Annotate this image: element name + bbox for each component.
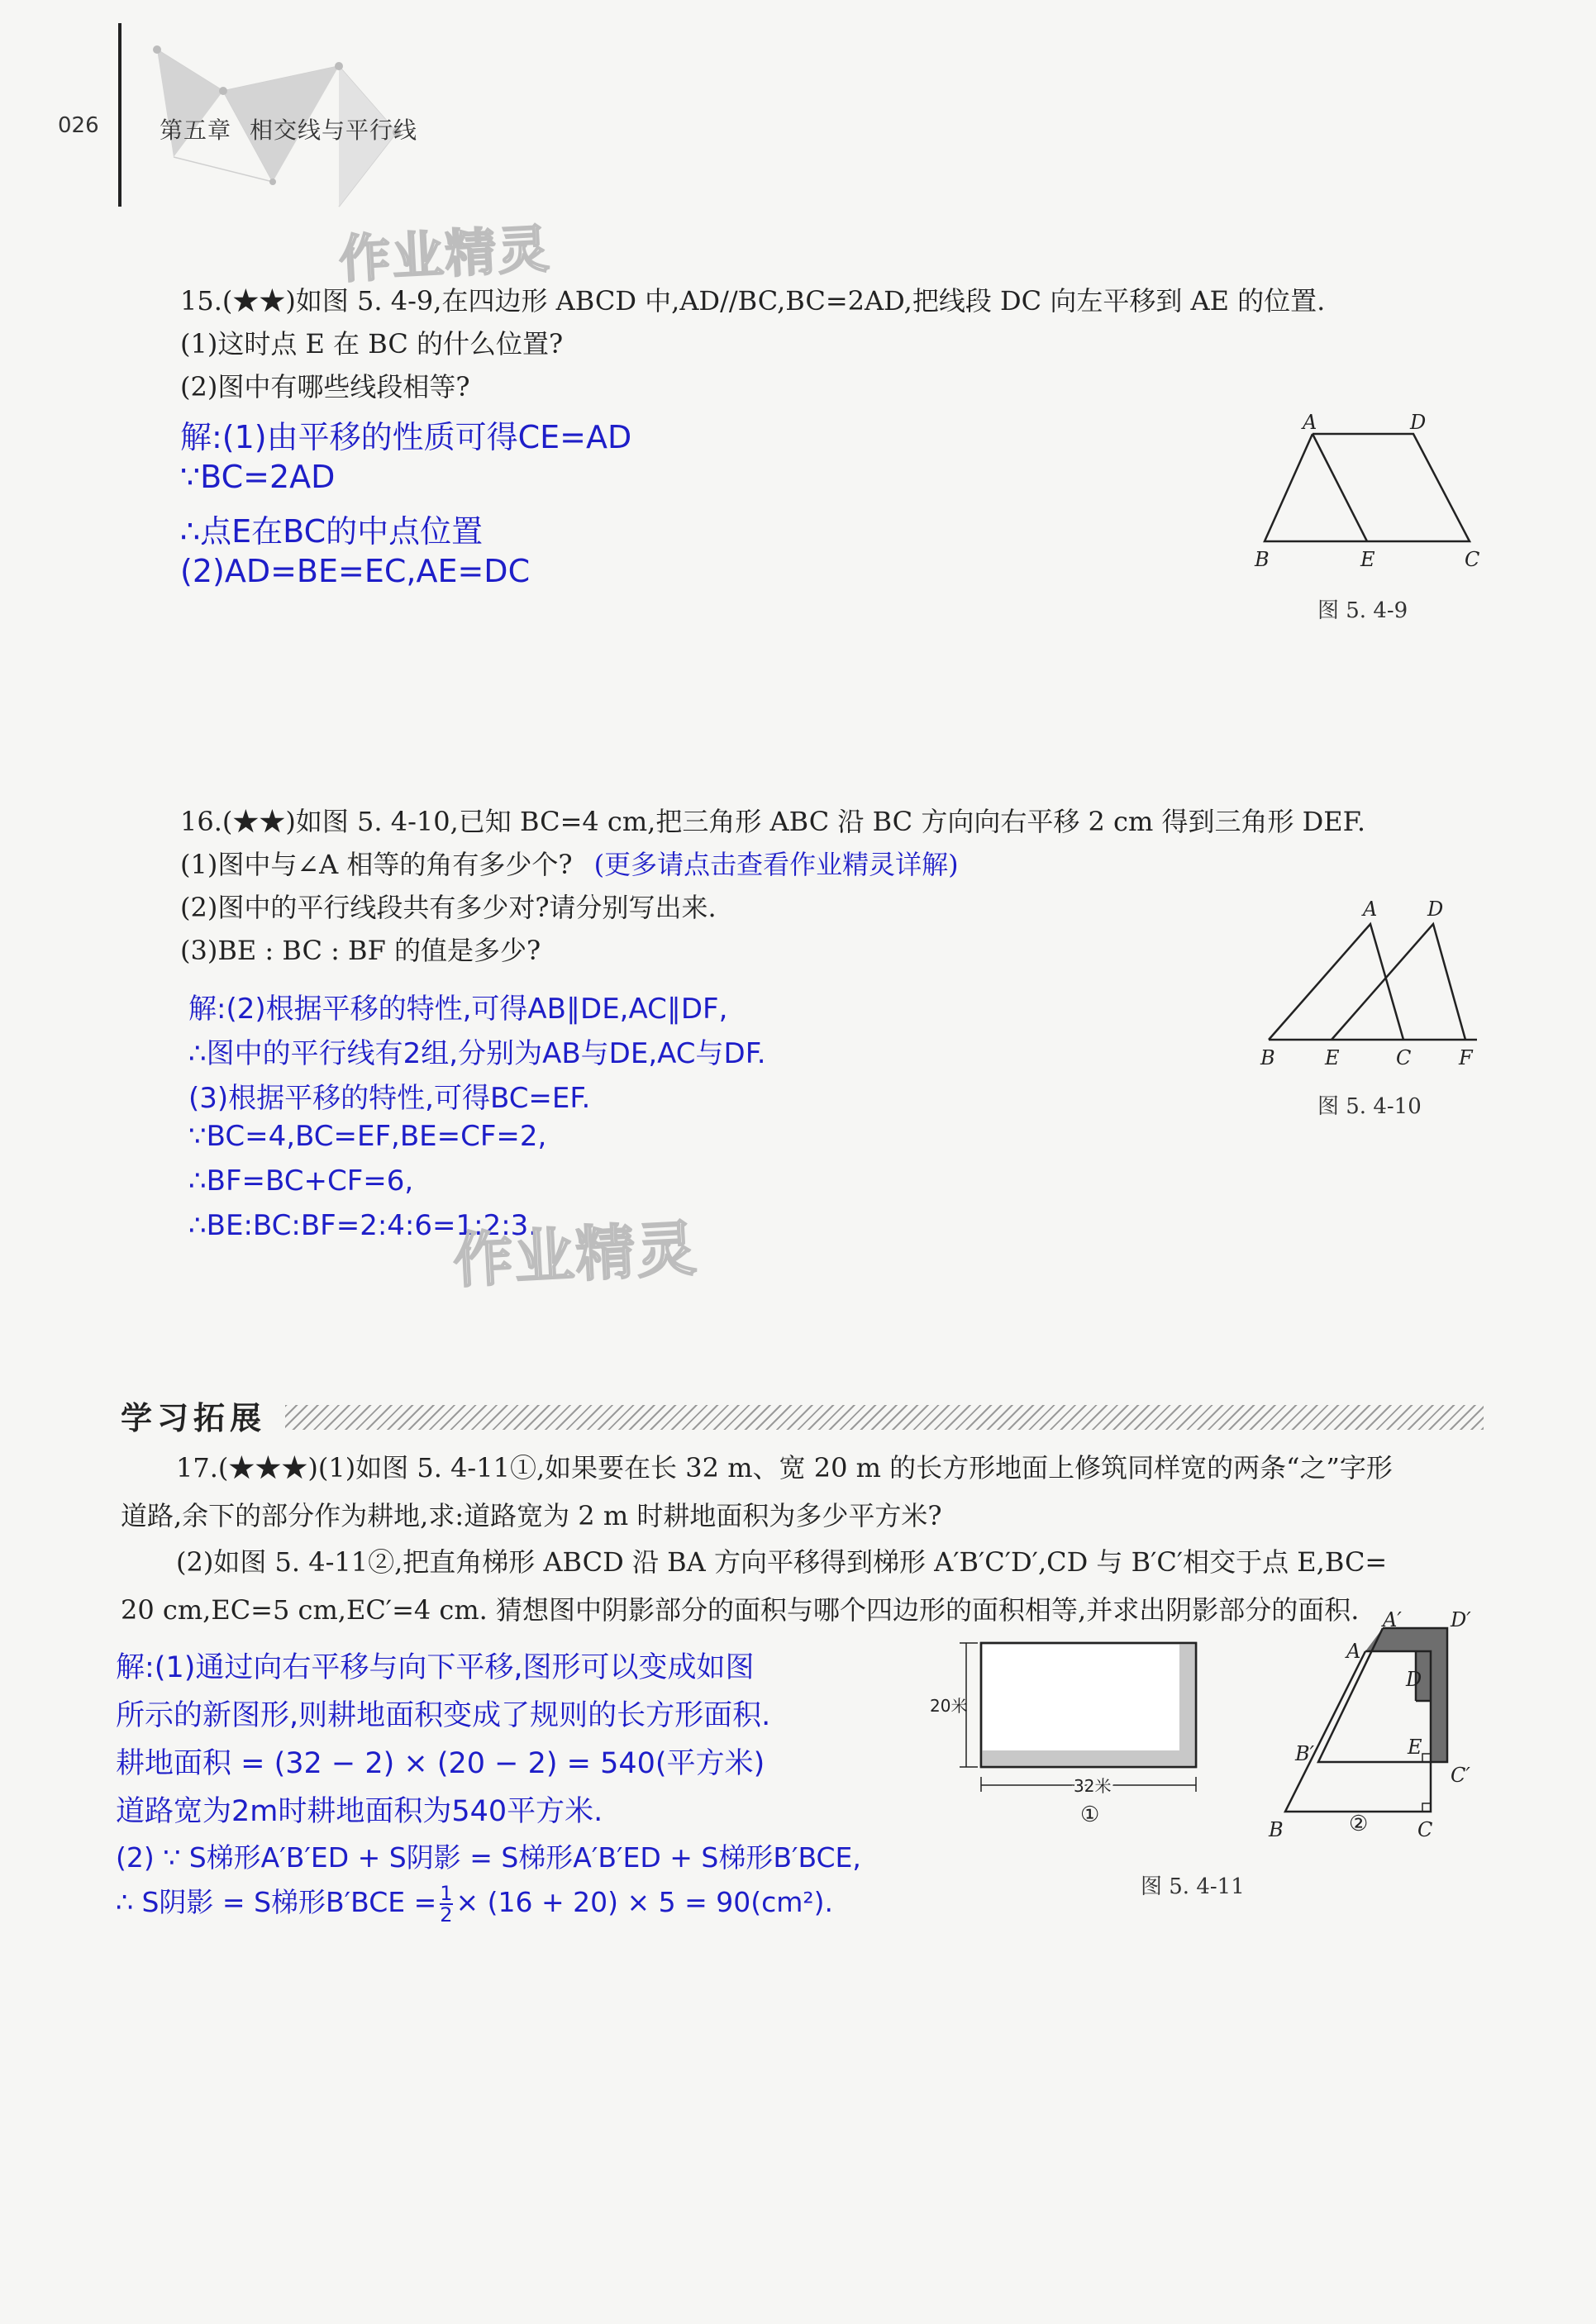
detail-link[interactable]: (更多请点击查看作业精灵详解) <box>593 849 959 880</box>
road-vertical <box>1179 1643 1196 1767</box>
chapter-title: 相交线与平行线 <box>250 117 418 144</box>
label-c: C <box>1396 1046 1412 1069</box>
label-e: E <box>1408 1736 1422 1759</box>
road-horizontal <box>981 1750 1196 1767</box>
label-c: C <box>1465 548 1480 571</box>
q16-text: 16.(★★)如图 5. 4-10,已知 BC=4 cm,把三角形 ABC 沿 BC 方向向右平移 2 cm 得到三角形 DEF. <box>180 806 1366 837</box>
chapter-heading <box>160 112 417 145</box>
label-d: D <box>1427 898 1444 921</box>
q15-answer-line: ∴点E在BC的中点位置 <box>180 513 484 550</box>
quadrilateral-abcd <box>1265 434 1470 541</box>
label-b: B <box>1260 1046 1275 1069</box>
q15-sub1: (1)这时点 E 在 BC 的什么位置? <box>180 328 564 360</box>
q16-answer-line: ∴图中的平行线有2组,分别为AB与DE,AC与DF. <box>188 1037 766 1070</box>
figure-5-4-11-part1 <box>930 1626 1211 1841</box>
q17-answer-line: 所示的新图形,则耕地面积变成了规则的长方形面积. <box>116 1699 771 1732</box>
figure-5-4-9 <box>1248 409 1496 583</box>
height-label: 20米 <box>930 1696 968 1716</box>
label-d: D <box>1410 411 1427 434</box>
label-d: D <box>1406 1668 1422 1691</box>
header-divider <box>118 23 121 207</box>
q17-answer-line: 道路宽为2m时耕地面积为540平方米. <box>116 1795 603 1828</box>
label-b: B <box>1255 548 1270 571</box>
figure-index: ① <box>1080 1803 1100 1827</box>
field-rectangle <box>981 1643 1196 1767</box>
label-b: B <box>1269 1818 1284 1841</box>
q17-answer-line <box>116 1881 833 1925</box>
triangles-abc-def <box>1269 924 1477 1040</box>
q16-answer-line: ∴BE:BC:BF=2:4:6=1:2:3. <box>188 1209 538 1242</box>
chapter-label: 第五章 <box>160 117 232 144</box>
figure-caption: 图 5. 4-10 <box>1317 1094 1422 1119</box>
q16-answer-line: ∴BF=BC+CF=6, <box>188 1164 414 1198</box>
label-e: E <box>1360 548 1375 571</box>
figure-caption: 图 5. 4-9 <box>1317 598 1408 623</box>
q17-answer-part: × (16 + 20) × 5 = 90(cm²). <box>455 1886 834 1918</box>
q17-line: 20 cm,EC=5 cm,EC′=4 cm. 猜想图中阴影部分的面积与哪个四边形的面积相等,并求出阴影部分的面积. <box>121 1594 1360 1626</box>
figure-caption: 图 5. 4-11 <box>1141 1874 1245 1899</box>
label-a-prime: A′ <box>1383 1608 1402 1631</box>
q15-text: 15.(★★)如图 5. 4-9,在四边形 ABCD 中,AD//BC,BC=2AD,把线段 DC 向左平移到 AE 的位置. <box>180 285 1326 317</box>
q17-line: (2)如图 5. 4-11②,把直角梯形 ABCD 沿 BA 方向平移得到梯形 A′B′C′D′,CD 与 B′C′相交于点 E,BC= <box>176 1546 1388 1578</box>
page-number: 026 <box>58 113 99 138</box>
watermark: 作业精灵 <box>337 218 553 290</box>
label-e: E <box>1325 1046 1340 1069</box>
section-divider <box>285 1405 1484 1430</box>
label-a: A <box>1346 1640 1361 1663</box>
q16-sub3: (3)BE : BC : BF 的值是多少? <box>180 935 541 966</box>
q15-answer-line: ∵BC=2AD <box>180 459 336 495</box>
q16-sub1 <box>180 843 959 886</box>
width-label: 32米 <box>1074 1776 1112 1796</box>
q16-answer-line: ∵BC=4,BC=EF,BE=CF=2, <box>188 1120 547 1153</box>
q16-answer-line: (3)根据平移的特性,可得BC=EF. <box>188 1082 591 1115</box>
q17-answer-prefix: (2) ∵ S <box>116 1841 207 1874</box>
section-title: 学习拓展 <box>121 1400 267 1436</box>
q16-answer-line: 解:(2)根据平移的特性,可得AB∥DE,AC∥DF, <box>188 993 728 1026</box>
label-c: C <box>1417 1818 1433 1841</box>
q17-answer-part: ∴ S阴影 = S梯形B′BCE = <box>116 1886 437 1918</box>
label-a: A <box>1363 898 1378 921</box>
label-f: F <box>1459 1046 1473 1069</box>
q15-answer-line: (2)AD=BE=EC,AE=DC <box>180 553 531 589</box>
q17-answer-line: 解:(1)通过向右平移与向下平移,图形可以变成如图 <box>116 1651 755 1684</box>
q17-answer-line: 耕地面积 = (32 − 2) × (20 − 2) = 540(平方米) <box>116 1747 765 1780</box>
fraction-denominator: 2 <box>440 1903 453 1926</box>
q17-line: 17.(★★★)(1)如图 5. 4-11①,如果要在长 32 m、宽 20 m 的长方形地面上修筑同样宽的两条“之”字形 <box>176 1452 1393 1483</box>
q15-answer-line: 解:(1)由平移的性质可得CE=AD <box>180 419 632 455</box>
label-b-prime: B′ <box>1295 1742 1315 1765</box>
q16-sub2: (2)图中的平行线段共有多少对?请分别写出来. <box>180 892 717 923</box>
watermark: 作业精灵 <box>451 1213 700 1296</box>
fraction-half <box>440 1883 452 1925</box>
label-a: A <box>1303 411 1317 434</box>
q17-answer-line <box>116 1836 861 1875</box>
label-c-prime: C′ <box>1451 1764 1470 1787</box>
figure-5-4-11-part2 <box>1260 1608 1508 1843</box>
fraction-numerator: 1 <box>440 1881 453 1905</box>
q17-answer-rest: 梯形A′B′ED + S阴影 = S梯形A′B′ED + S梯形B′BCE, <box>206 1841 861 1874</box>
q15-sub2: (2)图中有哪些线段相等? <box>180 371 470 402</box>
q17-line: 道路,余下的部分作为耕地,求:道路宽为 2 m 时耕地面积为多少平方米? <box>121 1500 942 1531</box>
figure-5-4-10 <box>1252 891 1500 1073</box>
shaded-region <box>1365 1628 1447 1762</box>
figure-index: ② <box>1349 1812 1369 1836</box>
label-d-prime: D′ <box>1451 1608 1471 1631</box>
q16-sub1-text: (1)图中与∠A 相等的角有多少个? <box>180 849 573 880</box>
